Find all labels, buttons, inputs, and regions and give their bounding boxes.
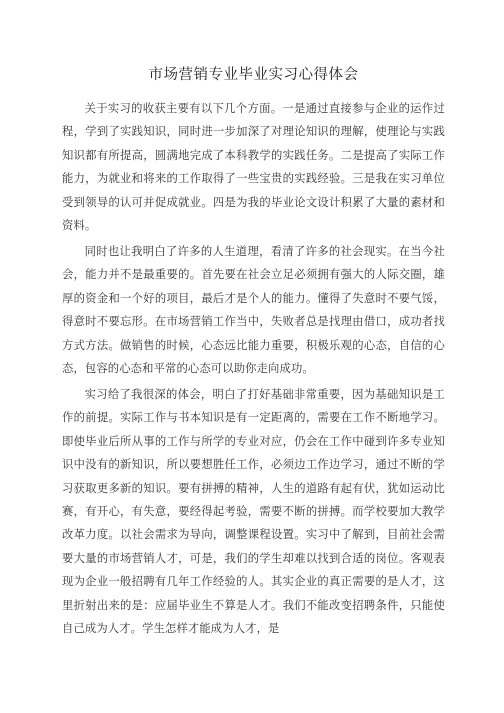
document-title: 市场营销专业毕业实习心得体会 [148,67,359,83]
paragraph-experience: 实习给了我很深的体会，明白了打好基础非常重要，因为基础知识是工作的前提。实际工作与书本知识是有一定距离的，需要在工作不断地学习。即使毕业后所从事的工作与所学的专业对应，仍会在工作中碰到许多专业知识中没有的新知识，所以要想胜任工作，必须边工作边学习，通过不断的学习获取更多新的知识。要有拼搏的精神，人生的道路有起有伏，犹如运动比赛，有开心，有失意，要经得起考验，需要不断的拼搏。而学校要加大教学改革力度。以社会需求为导向，调整课程设置。实习中了解到，目前社会需要大量的市场营销人才，可是，我们的学生却难以找到合适的岗位。客观表现为企业一般招聘有几年工作经验的人。其实企业的真正需要的是人才，这里折射出来的是：应届毕业生不算是人才。我们不能改变招聘条件，只能使自己成为人才。学生怎样才能成为人才，是 [62,387,445,635]
paragraph-life-lessons: 同时也让我明白了许多的人生道理，看清了许多的社会现实。在当今社会，能力并不是最重要的。首先要在社会立足必须拥有强大的人际交圈，雄厚的资金和一个好的项目，最后才是个人的能力。懂得了失意时不要气馁，得意时不要忘形。在市场营销工作当中，失败者总是找理由借口，成功者找方式方法。做销售的时候，心态远比能力重要，积极乐观的心态，自信的心态，包容的心态和平常的心态可以助你走向成功。 [62,244,445,375]
paragraph-harvest: 关于实习的收获主要有以下几个方面。一是通过直接参与企业的运作过程，学到了实践知识，同时进一步加深了对理论知识的理解，使理论与实践知识都有所提高，圆满地完成了本科教学的实践任务。二是提高了实际工作能力，为就业和将来的工作取得了一些宝贵的实践经验。三是我在实习单位受到领导的认可并促成就业。四是为我的毕业论文设计积累了大量的素材和资料。 [62,102,445,233]
